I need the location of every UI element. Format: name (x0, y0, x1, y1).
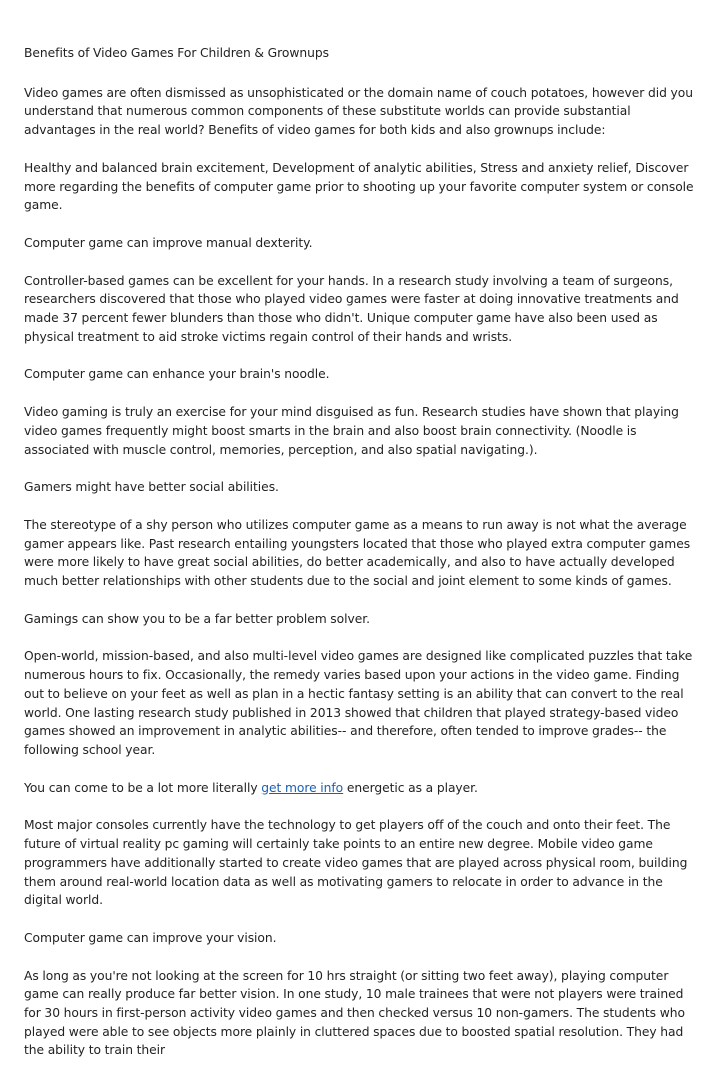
benefits-paragraph: Healthy and balanced brain excitement, Development of analytic abilities, Stress and anxiety relief, Discover more regarding the benefits of computer game prior to shooting up your favorite computer system or console game. (24, 160, 694, 213)
section-heading-noodle: Computer game can enhance your brain's noodle. (24, 367, 330, 382)
problem-solver-paragraph: Open-world, mission-based, and also multi-level video games are designed like complicated puzzles that take numerous hours to fix. Occasionally, the remedy varies based upon your actions in the video game. Finding out to believe on your feet as well as plan in a hectic fantasy setting is an ability that can convert to the real world. One lasting research study published in 2013 showed that children that played strategy-based video games showed an improvement in analytic abilities-- and therefore, often tended to improve grades-- the following school year. (24, 649, 693, 757)
section-heading-dexterity: Computer game can improve manual dexterity. (24, 235, 313, 250)
get-more-info-link[interactable]: get more info (261, 780, 344, 795)
energetic-paragraph: Most major consoles currently have the technology to get players off of the couch and onto their feet. The future of virtual reality pc gaming will certainly take points to an entire new degree. Mobile video game programmers have additionally started to create video games that are played across physical room, building them around real-world location data as well as motivating gamers to relocate in order to advance in the digital world. (24, 818, 688, 908)
energetic-heading-after: energetic as a player. (343, 780, 478, 795)
noodle-paragraph: Video gaming is truly an exercise for your mind disguised as fun. Research studies have shown that playing video games frequently might boost smarts in the brain and also boost brain connectivity. (Noodle is associated with muscle control, memories, perception, and also spatial navigating.). (24, 405, 679, 457)
energetic-heading-before: You can come to be a lot more literally (24, 780, 262, 795)
dexterity-paragraph: Controller-based games can be excellent for your hands. In a research study involving a team of surgeons, researchers discovered that those who played video games were faster at doing innovative treatments and made 37 percent fewer blunders than those who didn't. Unique computer game have also been used as physical treatment to aid stroke victims regain control of their hands and wrists. (24, 273, 679, 344)
intro-paragraph: Video games are often dismissed as unsophisticated or the domain name of couch potatoes, however did you understand that numerous common components of these substitute worlds can provide substantial advantages in the real world? Benefits of video games for both kids and also grownups include: (24, 85, 693, 138)
document-body (24, 44, 696, 1079)
social-paragraph: The stereotype of a shy person who utilizes computer game as a means to run away is not what the average gamer appears like. Past research entailing youngsters located that those who played extra computer games were more likely to have great social abilities, do better academically, and also to have actually developed much better relationships with other students due to the social and joint element to some kinds of games. (24, 517, 691, 589)
vision-paragraph: As long as you're not looking at the screen for 10 hrs straight (or sitting two feet away), playing computer game can really produce far better vision. In one study, 10 male trainees that were not players were trained for 30 hours in first-person activity video games and then checked versus 10 non-gamers. The students who played were able to see objects more plainly in cluttered spaces due to boosted spatial resolution. They had the ability to train their (24, 968, 685, 1058)
section-heading-social: Gamers might have better social abilities. (24, 480, 279, 495)
section-heading-problem-solver: Gamings can show you to be a far better problem solver. (24, 611, 370, 626)
section-heading-vision: Computer game can improve your vision. (24, 930, 277, 945)
section-heading-energetic (24, 779, 696, 798)
document-title: Benefits of Video Games For Children & Grownups (24, 46, 329, 60)
